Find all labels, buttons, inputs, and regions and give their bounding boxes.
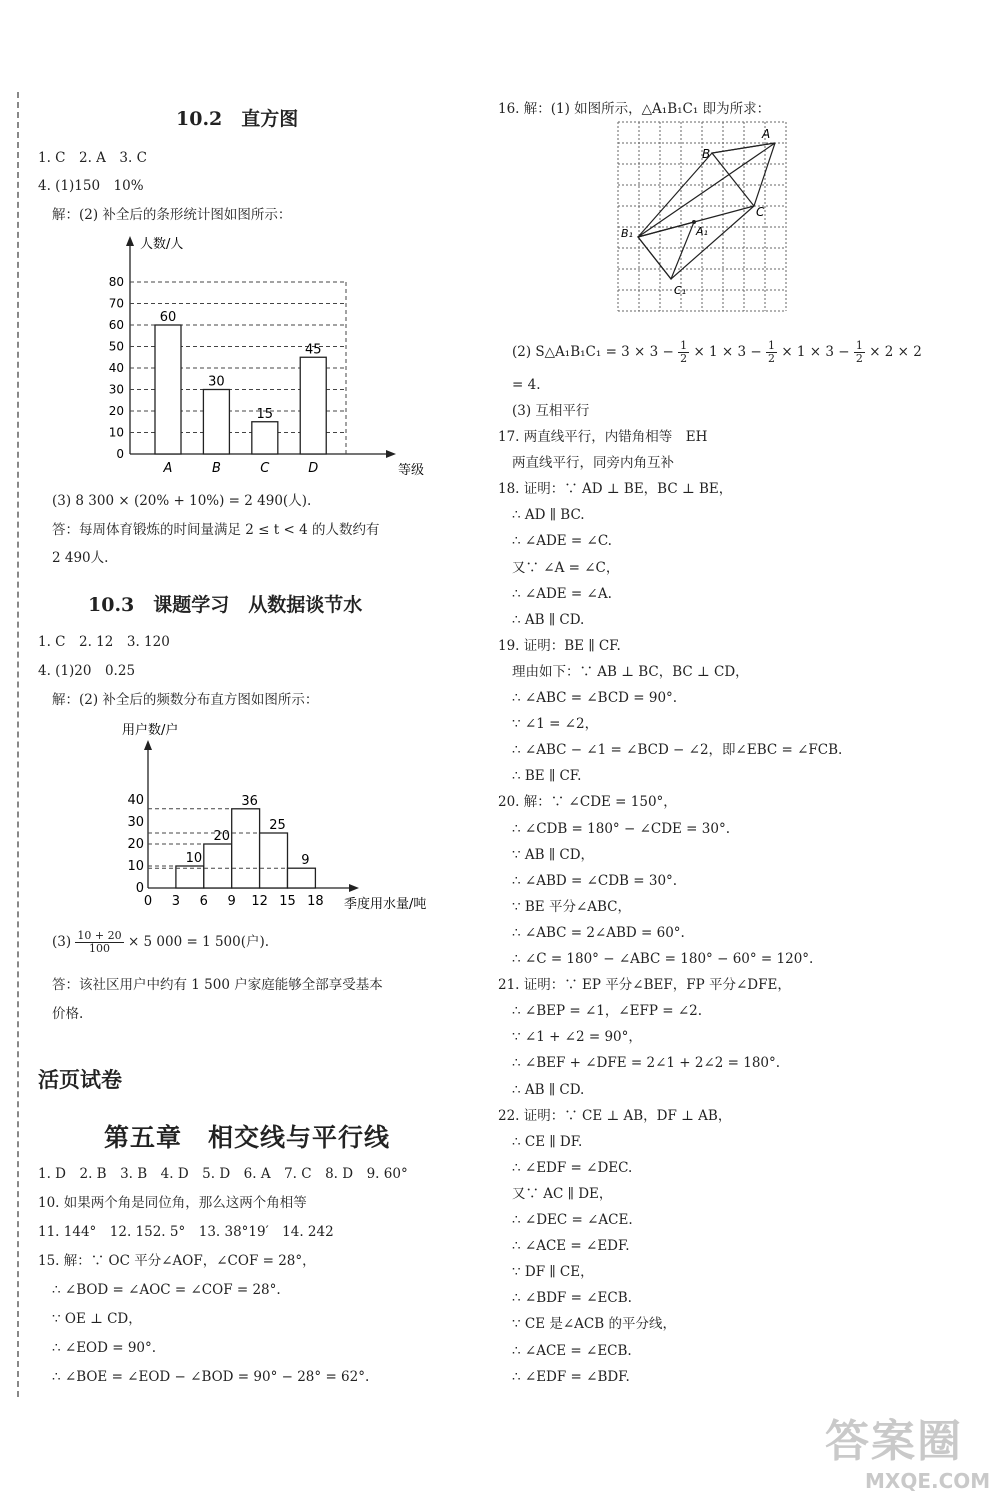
answer-line: 11. 144° 12. 152. 5° 13. 38°19′ 14. 242 bbox=[38, 1224, 334, 1240]
bar-value-label: 20 bbox=[213, 829, 231, 844]
answer-line: (3) $\frac{10 + 20}{100}$ × 5 000 = 1 500(户). bbox=[52, 929, 270, 955]
answer-line: ∵ CE 是∠ACB 的平分线， bbox=[512, 1316, 676, 1333]
y-tick-label: 0 bbox=[135, 881, 144, 896]
answer-line: 10. 如果两个角是同位角，那么这两个角相等 bbox=[38, 1195, 307, 1211]
y-tick-label: 0 bbox=[116, 447, 124, 461]
y-tick-label: 20 bbox=[108, 404, 124, 418]
label-A: A bbox=[762, 127, 771, 141]
answer-line: 解：(2) 补全后的条形统计图如图所示： bbox=[52, 207, 292, 223]
x-tick-label: 6 bbox=[199, 894, 208, 909]
bar-value-label: 30 bbox=[208, 374, 225, 390]
x-tick-label: 0 bbox=[143, 894, 153, 909]
x-axis-arrow bbox=[349, 884, 359, 892]
answer-line: 18. 证明：∵ AD ⊥ BE，BC ⊥ BE， bbox=[498, 481, 733, 498]
x-tick-label: 18 bbox=[307, 894, 324, 909]
y-tick-label: 70 bbox=[108, 296, 124, 311]
answer-line: ∴ ∠BDF = ∠ECB. bbox=[512, 1290, 632, 1307]
answer-line: ∴ AB ∥ CD. bbox=[512, 1081, 585, 1098]
label-B: B bbox=[702, 147, 711, 161]
bar-value-label: 10 bbox=[185, 851, 203, 866]
point-A1 bbox=[692, 220, 696, 224]
histogram-bar bbox=[176, 866, 204, 888]
y-tick-label: 10 bbox=[127, 859, 144, 874]
answer-line: ∴ ∠C = 180° − ∠ABC = 180° − 60° = 120°. bbox=[512, 951, 814, 967]
column-divider bbox=[17, 92, 19, 1397]
answer-line: ∴ ∠ABC − ∠1 = ∠BCD − ∠2，即∠EBC = ∠FCB. bbox=[512, 742, 843, 759]
fraction-half: $\frac{1}{2}$ bbox=[768, 339, 776, 365]
answer-line: 又∵ AC ∥ DE， bbox=[512, 1185, 613, 1202]
answer-line: ∵ AB ∥ CD， bbox=[512, 846, 595, 863]
answer-line: 1. D 2. B 3. B 4. D 5. D 6. A 7. C 8. D 9. 60° bbox=[38, 1166, 408, 1182]
answer-line: ∴ ∠EDF = ∠BDF. bbox=[512, 1368, 630, 1385]
bar-D bbox=[300, 357, 326, 454]
answer-line: 答：每周体育锻炼的时间量满足 2 ≤ t < 4 的人数约有 bbox=[52, 522, 380, 538]
answer-line: ∴ ∠DEC = ∠ACE. bbox=[512, 1212, 633, 1228]
y-tick-label: 60 bbox=[108, 318, 124, 332]
x-tick-label: B bbox=[211, 461, 221, 476]
answer-line: 15. 解：∵ OC 平分∠AOF，∠COF = 28°， bbox=[38, 1253, 316, 1269]
answer-line: 19. 证明：BE ∥ CF. bbox=[498, 637, 621, 654]
y-tick-label: 40 bbox=[108, 361, 124, 375]
y-tick-label: 30 bbox=[108, 382, 124, 397]
fraction-half: $\frac{1}{2}$ bbox=[855, 339, 863, 365]
bar-value-label: 25 bbox=[269, 818, 286, 833]
y-tick-label: 10 bbox=[108, 425, 124, 440]
answer-line: ∵ OE ⊥ CD， bbox=[52, 1311, 142, 1327]
x-tick-label: 3 bbox=[171, 894, 181, 909]
x-tick-label: 9 bbox=[227, 894, 236, 909]
answer-line: 两直线平行，同旁内角互补 bbox=[512, 455, 674, 472]
y-axis-label: 用户数/户 bbox=[122, 723, 179, 738]
bar-value-label: 9 bbox=[301, 853, 310, 869]
answer-line: ∴ ∠ABC = ∠BCD = 90°. bbox=[512, 690, 678, 706]
label-A1: A₁ bbox=[696, 225, 708, 238]
section-title-10-3: 10.3 课题学习 从数据谈节水 bbox=[88, 594, 363, 616]
answer-line: 答：该社区用户中约有 1 500 户家庭能够全部享受基本 bbox=[52, 977, 383, 993]
part-title: 活页试卷 bbox=[38, 1067, 122, 1092]
answer-line: 21. 证明：∵ EP 平分∠BEF，FP 平分∠DFE， bbox=[498, 977, 791, 994]
answer-line: ∴ ∠ACE = ∠EDF. bbox=[512, 1238, 630, 1255]
answer-line: ∴ ∠BOD = ∠AOC = ∠COF = 28°. bbox=[52, 1282, 281, 1298]
answer-line: ∴ ∠ACE = ∠ECB. bbox=[512, 1342, 632, 1359]
answer-line: ∴ ∠BOE = ∠EOD − ∠BOD = 90° − 28° = 62°. bbox=[52, 1369, 370, 1385]
answer-line: = 4. bbox=[512, 377, 541, 393]
bar-C bbox=[252, 422, 278, 454]
x-axis-arrow bbox=[386, 450, 396, 458]
bar-value-label: 45 bbox=[304, 342, 322, 358]
histogram-chart bbox=[78, 716, 458, 916]
answer-line: 1. C 2. 12 3. 120 bbox=[38, 634, 170, 650]
answer-line: (2) S△A₁B₁C₁ = 3 × 3 − $\frac{1}{2}$ × 1 × 3 − $\frac{1}{2}$ × 1 × 3 − $\frac{1}{2}$ × 2 × 2 bbox=[512, 339, 922, 365]
answer-line: ∴ ∠EDF = ∠DEC. bbox=[512, 1159, 633, 1176]
answer-line: ∴ CE ∥ DF. bbox=[512, 1133, 583, 1150]
bar-value-label: 36 bbox=[241, 793, 258, 809]
fraction: $\frac{10 + 20}{100}$ bbox=[77, 929, 122, 955]
bar-A bbox=[155, 325, 181, 454]
answer-line: (3) 8 300 × (20% + 10%) = 2 490(人). bbox=[52, 493, 312, 509]
answer-line: 4. (1)150 10% bbox=[38, 178, 144, 194]
section-title-10-2: 10.2 直方图 bbox=[176, 108, 299, 130]
answer-line: ∵ ∠1 + ∠2 = 90°， bbox=[512, 1029, 642, 1046]
answer-line: 理由如下：∵ AB ⊥ BC，BC ⊥ CD， bbox=[512, 663, 749, 680]
x-tick-label: 15 bbox=[279, 894, 296, 909]
x-tick-label: C bbox=[260, 461, 270, 476]
answer-line: 16. 解：(1) 如图所示，△A₁B₁C₁ 即为所求： bbox=[498, 101, 771, 117]
histogram-bar bbox=[260, 833, 288, 888]
histogram-bar bbox=[288, 868, 316, 888]
answer-line: ∴ ∠BEF + ∠DFE = 2∠1 + 2∠2 = 180°. bbox=[512, 1055, 781, 1072]
label-C: C bbox=[756, 205, 765, 219]
quad-edges bbox=[638, 143, 775, 279]
answer-line: ∵ BE 平分∠ABC， bbox=[512, 898, 632, 915]
answer-line: ∴ ∠EOD = 90°. bbox=[52, 1340, 157, 1356]
chapter-title: 第五章 相交线与平行线 bbox=[104, 1123, 391, 1152]
x-axis-label: 季度用水量/吨 bbox=[344, 897, 427, 912]
answer-line: ∴ BE ∥ CF. bbox=[512, 768, 582, 785]
answer-line: ∴ ∠CDB = 180° − ∠CDE = 30°. bbox=[512, 820, 731, 837]
y-tick-label: 30 bbox=[127, 815, 144, 830]
answer-line: 17. 两直线平行，内错角相等 EH bbox=[498, 429, 708, 445]
label-C1: C₁ bbox=[674, 284, 687, 297]
answer-line: ∴ AD ∥ BC. bbox=[512, 507, 585, 524]
geometry-figure bbox=[618, 122, 798, 322]
x-axis-label: 等级 bbox=[398, 463, 425, 478]
y-axis-arrow bbox=[126, 236, 134, 246]
answer-line: 20. 解：∵ ∠CDE = 150°， bbox=[498, 794, 677, 811]
y-tick-label: 40 bbox=[127, 793, 144, 808]
x-tick-label: D bbox=[308, 461, 319, 476]
answer-line: 1. C 2. A 3. C bbox=[38, 150, 147, 166]
answer-line: ∴ ∠BEP = ∠1，∠EFP = ∠2. bbox=[512, 1003, 703, 1020]
answer-line: (3) 互相平行 bbox=[512, 403, 590, 419]
answer-line: ∴ ∠ABD = ∠CDB = 30°. bbox=[512, 872, 678, 889]
fraction-half: $\frac{1}{2}$ bbox=[680, 339, 688, 365]
bar-chart bbox=[78, 232, 458, 482]
y-tick-label: 20 bbox=[127, 837, 144, 852]
bar-value-label: 15 bbox=[256, 406, 274, 422]
y-tick-label: 50 bbox=[108, 339, 124, 354]
y-axis-label: 人数/人 bbox=[140, 237, 184, 252]
y-axis-arrow bbox=[144, 740, 152, 750]
answer-line: ∴ ∠ADE = ∠C. bbox=[512, 533, 612, 550]
answer-line: 又∵ ∠A = ∠C， bbox=[512, 559, 620, 576]
answer-line: ∴ ∠ABC = 2∠ABD = 60°. bbox=[512, 924, 685, 941]
answer-line: 解：(2) 补全后的频数分布直方图如图所示： bbox=[52, 692, 319, 708]
x-tick-label: A bbox=[163, 461, 173, 476]
label-B1: B₁ bbox=[621, 227, 633, 240]
bar-value-label: 60 bbox=[159, 310, 177, 325]
watermark: 答案圈 MXQE.COM bbox=[825, 1416, 991, 1493]
answer-line: 价格. bbox=[52, 1006, 84, 1022]
answer-line: 22. 证明：∵ CE ⊥ AB，DF ⊥ AB， bbox=[498, 1107, 732, 1124]
bar-B bbox=[203, 390, 229, 455]
answer-line: ∵ DF ∥ CE， bbox=[512, 1264, 594, 1281]
y-tick-label: 80 bbox=[108, 275, 124, 289]
x-tick-label: 12 bbox=[251, 894, 268, 909]
answer-line: ∵ ∠1 = ∠2， bbox=[512, 716, 599, 733]
histogram-bar bbox=[204, 844, 232, 888]
answer-line: ∴ ∠ADE = ∠A. bbox=[512, 585, 612, 602]
histogram-bar bbox=[232, 809, 260, 888]
answer-line: ∴ AB ∥ CD. bbox=[512, 611, 585, 628]
answer-line: 4. (1)20 0.25 bbox=[38, 663, 136, 679]
answer-line: 2 490人. bbox=[52, 550, 109, 566]
